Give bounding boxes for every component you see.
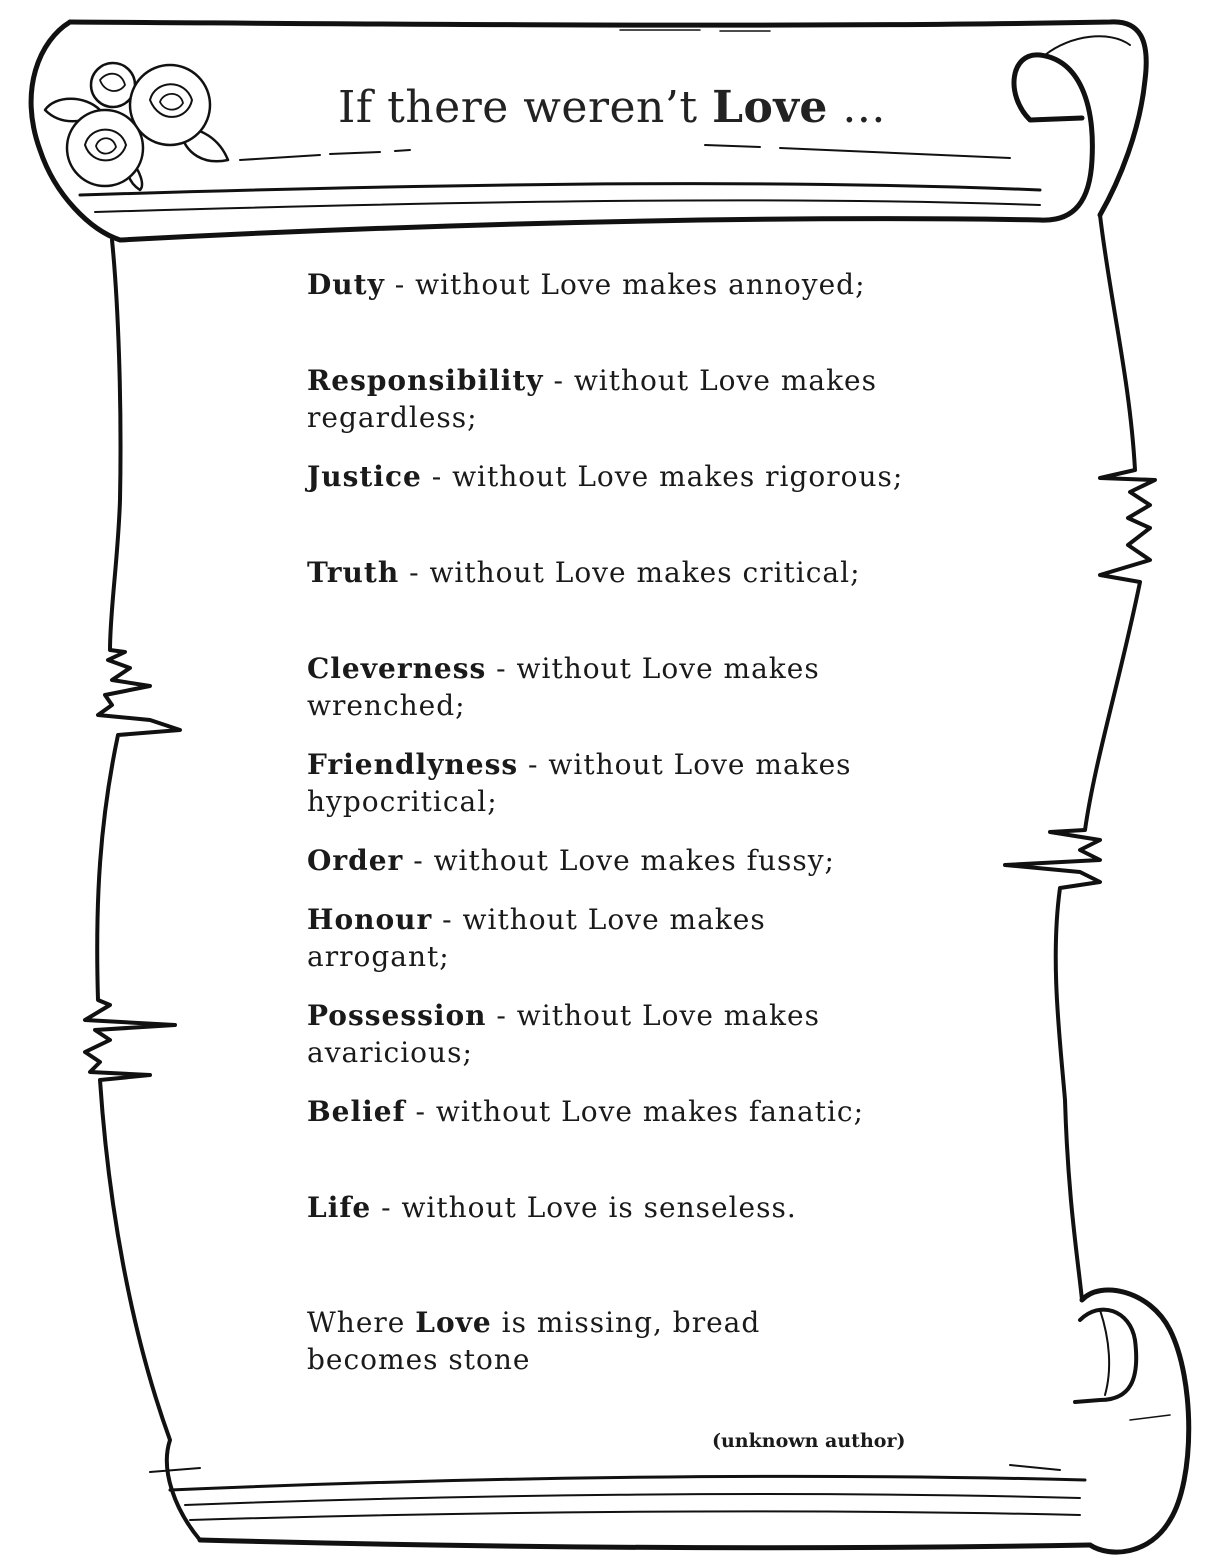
- entry-term: Order: [307, 844, 404, 877]
- list-item: Life - without Love is senseless.: [307, 1191, 797, 1224]
- list-item: Order - without Love makes fussy;: [307, 844, 835, 877]
- entry-term: Duty: [307, 268, 385, 301]
- entry-text: without Love makes avaricious;: [307, 999, 820, 1069]
- closing-suffix: is missing, bread becomes stone: [307, 1306, 761, 1376]
- entry-term: Possession: [307, 999, 487, 1032]
- right-paper-edge: [1005, 215, 1155, 1300]
- page-title: [338, 80, 978, 136]
- entry-text: without Love makes regardless;: [307, 364, 877, 434]
- entry-text: without Love makes hypocritical;: [307, 748, 852, 818]
- entry-text: without Love makes critical;: [429, 556, 861, 589]
- list-item: Possession - without Love makes avaricious;: [307, 999, 820, 1069]
- entry-text: without Love makes rigorous;: [452, 460, 904, 493]
- entry-term: Responsibility: [307, 364, 544, 397]
- bottom-scroll-roll: [1082, 1290, 1189, 1552]
- entry-text: without Love makes arrogant;: [307, 903, 766, 973]
- entry-text: without Love makes fanatic;: [435, 1095, 865, 1128]
- list-item: Truth - without Love makes critical;: [307, 556, 861, 589]
- list-item: Justice - without Love makes rigorous;: [307, 460, 904, 493]
- author-attribution: (unknown author): [712, 1430, 906, 1452]
- closing-emphasis: Love: [415, 1306, 492, 1339]
- entry-text: without Love makes annoyed;: [415, 268, 866, 301]
- entry-term: Justice: [307, 460, 422, 493]
- list-item: Friendlyness - without Love makes hypocritical;: [307, 748, 852, 818]
- closing-prefix: Where: [307, 1306, 406, 1339]
- entry-term: Friendlyness: [307, 748, 519, 781]
- list-item: Duty - without Love makes annoyed;: [307, 268, 866, 301]
- list-item: Honour - without Love makes arrogant;: [307, 903, 766, 973]
- verse-list: [307, 266, 917, 1248]
- entry-term: Truth: [307, 556, 400, 589]
- entry-term: Belief: [307, 1095, 406, 1128]
- entry-text: without Love is senseless.: [401, 1191, 797, 1224]
- title-prefix: If there weren’t: [338, 82, 698, 133]
- title-suffix: ...: [842, 82, 886, 133]
- entry-text: without Love makes fussy;: [433, 844, 835, 877]
- entry-text: without Love makes wrenched;: [307, 652, 820, 722]
- entry-term: Life: [307, 1191, 372, 1224]
- closing-line: [307, 1304, 827, 1378]
- title-emphasis: Love: [712, 82, 828, 133]
- entry-term: Honour: [307, 903, 433, 936]
- entry-term: Cleverness: [307, 652, 487, 685]
- list-item: Belief - without Love makes fanatic;: [307, 1095, 865, 1128]
- list-item: Cleverness - without Love makes wrenched;: [307, 652, 820, 722]
- left-paper-edge: [85, 240, 200, 1540]
- list-item: Responsibility - without Love makes regardless;: [307, 364, 877, 434]
- roses-icon: [45, 63, 228, 190]
